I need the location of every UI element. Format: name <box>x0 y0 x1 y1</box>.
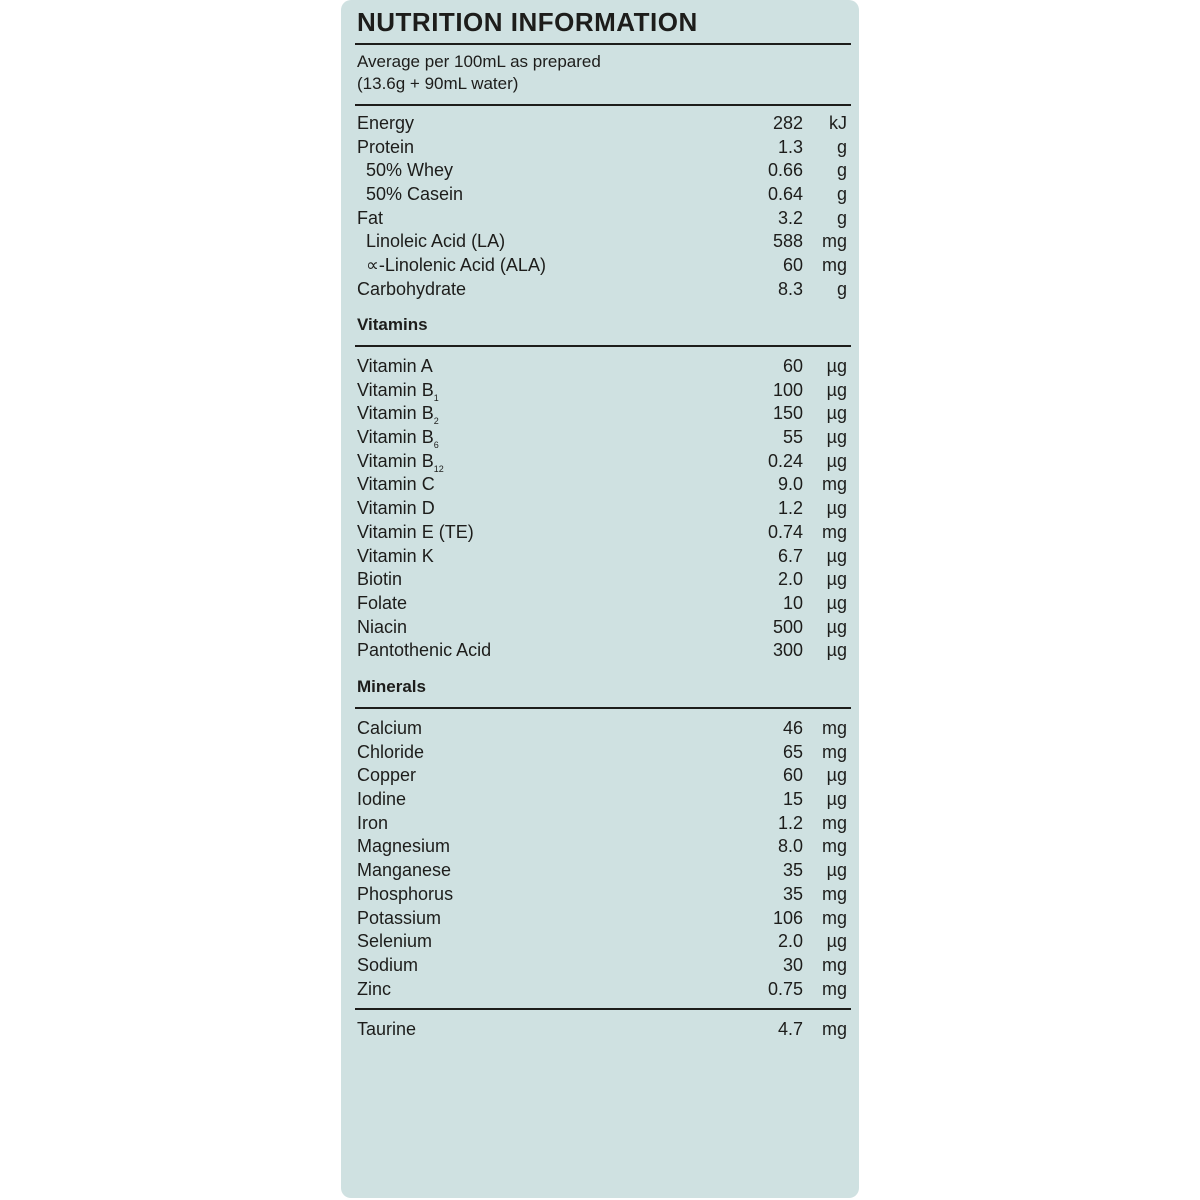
table-row <box>357 159 847 183</box>
table-row <box>357 1018 847 1042</box>
nutrient-amount: 35 <box>782 860 803 881</box>
nutrient-unit: mg <box>821 978 847 999</box>
nutrient-unit: mg <box>821 954 847 975</box>
table-row <box>357 521 847 545</box>
table-row <box>357 812 847 836</box>
serving-line-2: (13.6g + 90mL water) <box>357 74 519 93</box>
nutrient-name: Phosphorus <box>357 883 454 904</box>
nutrient-amount: 9.0 <box>777 474 803 495</box>
nutrient-amount: 55 <box>782 427 803 448</box>
nutrient-unit: mg <box>821 474 847 495</box>
nutrient-unit: g <box>836 207 847 228</box>
nutrient-amount: 2.0 <box>777 931 803 952</box>
nutrient-amount: 1.3 <box>777 136 803 157</box>
nutrient-amount: 100 <box>772 379 803 400</box>
nutrient-amount: 6.7 <box>777 545 803 566</box>
nutrient-unit: kJ <box>829 113 847 133</box>
nutrient-name: Biotin <box>357 569 403 590</box>
nutrient-name: Vitamin C <box>357 474 435 495</box>
nutrient-unit: µg <box>826 379 847 400</box>
nutrient-name: Calcium <box>357 718 423 738</box>
serving-line-1: Average per 100mL as prepared <box>357 52 601 71</box>
nutrient-amount: 0.64 <box>767 184 803 205</box>
nutrient-unit: µg <box>826 789 847 810</box>
table-row <box>357 788 847 812</box>
serving-description <box>357 51 601 95</box>
nutrient-unit: µg <box>826 450 847 471</box>
other-table <box>357 1018 847 1042</box>
nutrient-name: Vitamin D <box>357 498 435 519</box>
nutrient-name: Vitamin E (TE) <box>357 521 474 542</box>
nutrient-amount: 0.24 <box>767 450 803 471</box>
table-row <box>357 278 847 302</box>
nutrient-name: Fat <box>357 207 384 228</box>
nutrient-subscript: 2 <box>433 416 439 427</box>
nutrient-subscript: 6 <box>433 440 439 451</box>
table-row <box>357 497 847 521</box>
nutrient-amount: 0.75 <box>767 978 803 999</box>
nutrient-amount: 588 <box>772 231 803 252</box>
nutrient-unit: µg <box>826 931 847 952</box>
nutrient-unit: mg <box>821 907 847 928</box>
nutrient-amount: 10 <box>782 592 803 613</box>
nutrient-name: Linoleic Acid (LA) <box>366 231 506 252</box>
nutrient-name: Selenium <box>357 931 433 952</box>
nutrient-name: 50% Casein <box>366 184 464 205</box>
nutrient-amount: 1.2 <box>777 498 803 519</box>
table-row <box>357 907 847 931</box>
nutrient-name: Vitamin A <box>357 356 433 376</box>
table-row <box>357 136 847 160</box>
table-row <box>357 450 847 474</box>
nutrient-unit: mg <box>821 255 847 276</box>
table-row <box>357 835 847 859</box>
nutrient-unit: µg <box>826 427 847 448</box>
table-row <box>357 741 847 765</box>
nutrient-unit: mg <box>821 521 847 542</box>
nutrient-unit: µg <box>826 616 847 637</box>
nutrient-name: Magnesium <box>357 836 451 857</box>
nutrient-unit: µg <box>826 498 847 519</box>
nutrient-unit: µg <box>826 569 847 590</box>
nutrient-name: Potassium <box>357 907 442 928</box>
table-row <box>357 639 847 663</box>
nutrient-name: Carbohydrate <box>357 278 467 299</box>
nutrient-amount: 300 <box>772 640 803 661</box>
table-row <box>357 717 847 741</box>
nutrient-amount: 35 <box>782 883 803 904</box>
nutrient-amount: 60 <box>782 765 803 786</box>
nutrient-amount: 8.0 <box>777 836 803 857</box>
nutrient-amount: 0.66 <box>767 160 803 181</box>
nutrient-name: Vitamin K <box>357 545 434 566</box>
table-row <box>357 426 847 450</box>
nutrient-unit: µg <box>826 765 847 786</box>
title-divider <box>355 43 851 45</box>
nutrient-unit: µg <box>826 356 847 376</box>
nutrient-name: 50% Whey <box>366 160 454 181</box>
nutrient-unit: µg <box>826 640 847 661</box>
macros-table <box>357 112 847 302</box>
nutrient-unit: mg <box>821 883 847 904</box>
nutrient-name: Niacin <box>357 616 408 637</box>
table-row <box>357 183 847 207</box>
nutrient-unit: µg <box>826 592 847 613</box>
nutrient-name: Vitamin $B_1$ <box>357 379 439 403</box>
table-row <box>357 355 847 379</box>
nutrient-name: Vitamin $B_{12}$ <box>357 450 444 474</box>
table-row <box>357 616 847 640</box>
nutrition-panel <box>341 0 859 1198</box>
nutrient-unit: µg <box>826 403 847 424</box>
nutrient-unit: mg <box>821 231 847 252</box>
nutrient-unit: mg <box>821 1019 847 1039</box>
table-row <box>357 930 847 954</box>
table-row <box>357 402 847 426</box>
other-divider <box>355 1008 851 1010</box>
nutrient-name: ∝-Linolenic Acid (ALA) <box>366 255 546 276</box>
nutrient-amount: 3.2 <box>777 207 803 228</box>
nutrient-name: Copper <box>357 765 417 786</box>
nutrient-name: Zinc <box>357 978 392 999</box>
nutrient-amount: 282 <box>772 113 803 133</box>
table-row <box>357 592 847 616</box>
table-row <box>357 764 847 788</box>
nutrient-amount: 106 <box>772 907 803 928</box>
nutrient-amount: 4.7 <box>777 1019 803 1039</box>
nutrient-unit: mg <box>821 812 847 833</box>
table-row <box>357 883 847 907</box>
nutrient-name: Protein <box>357 136 415 157</box>
vitamins-heading: Vitamins <box>357 315 428 334</box>
nutrient-unit: g <box>836 184 847 205</box>
nutrient-unit: mg <box>821 718 847 738</box>
nutrient-unit: mg <box>821 836 847 857</box>
table-row <box>357 379 847 403</box>
nutrient-amount: 65 <box>782 741 803 762</box>
nutrient-amount: 46 <box>782 718 803 738</box>
table-row <box>357 473 847 497</box>
nutrient-unit: µg <box>826 545 847 566</box>
nutrient-name: Energy <box>357 113 415 133</box>
nutrient-amount: 0.74 <box>767 521 803 542</box>
nutrient-unit: mg <box>821 741 847 762</box>
nutrient-name: Manganese <box>357 860 452 881</box>
panel-title: NUTRITION INFORMATION <box>357 7 698 37</box>
nutrient-amount: 1.2 <box>777 812 803 833</box>
nutrient-unit: g <box>836 278 847 299</box>
nutrient-name: Iron <box>357 812 389 833</box>
table-row <box>357 859 847 883</box>
table-row <box>357 230 847 254</box>
nutrient-amount: 15 <box>782 789 803 810</box>
nutrient-amount: 60 <box>782 356 803 376</box>
nutrient-name: Chloride <box>357 741 425 762</box>
nutrient-name: Vitamin $B_6$ <box>357 427 439 451</box>
nutrient-unit: µg <box>826 860 847 881</box>
vitamins-divider <box>355 345 851 347</box>
nutrient-amount: 500 <box>772 616 803 637</box>
minerals-divider <box>355 707 851 709</box>
table-row <box>357 112 847 136</box>
nutrient-name: Vitamin $B_2$ <box>357 403 439 427</box>
minerals-table <box>357 717 847 1001</box>
nutrient-name: Folate <box>357 592 408 613</box>
nutrient-name: Sodium <box>357 954 419 975</box>
nutrient-amount: 60 <box>782 255 803 276</box>
nutrient-unit: g <box>836 136 847 157</box>
nutrient-name: Taurine <box>357 1019 417 1039</box>
nutrient-name: Iodine <box>357 789 407 810</box>
table-row <box>357 254 847 278</box>
nutrient-subscript: 12 <box>433 463 444 474</box>
subtitle-divider <box>355 104 851 106</box>
vitamins-table <box>357 355 847 663</box>
nutrient-amount: 30 <box>782 954 803 975</box>
table-row <box>357 568 847 592</box>
nutrient-amount: 2.0 <box>777 569 803 590</box>
nutrient-unit: g <box>836 160 847 181</box>
nutrient-name: Pantothenic Acid <box>357 640 492 661</box>
minerals-heading: Minerals <box>357 677 426 696</box>
table-row <box>357 954 847 978</box>
nutrient-subscript: 1 <box>433 392 439 403</box>
table-row <box>357 207 847 231</box>
nutrient-amount: 8.3 <box>777 278 803 299</box>
nutrient-amount: 150 <box>772 403 803 424</box>
table-row <box>357 978 847 1002</box>
table-row <box>357 545 847 569</box>
